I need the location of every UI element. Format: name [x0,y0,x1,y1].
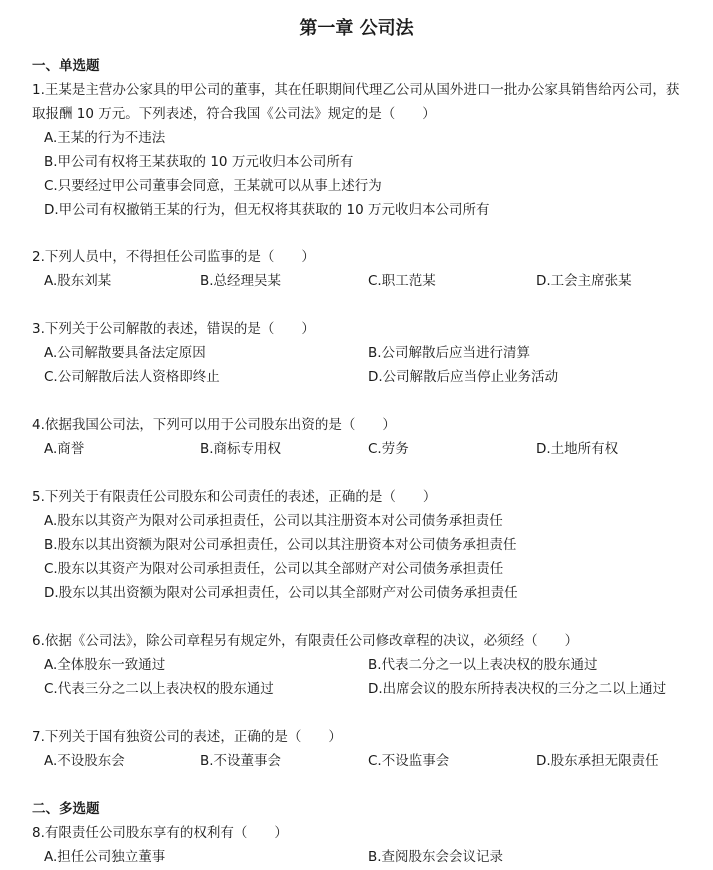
option-b: B.查阅股东会会议记录 [368,849,504,865]
option-d: D.甲公司有权撤销王某的行为，但无权将其获取的 10 万元收归本公司所有 [44,202,490,218]
option-b: B.代表二分之一以上表决权的股东通过 [368,657,598,673]
chapter-title: 第一章 公司法 [299,18,414,39]
options-list [32,749,692,773]
question-stem: 3.下列关于公司解散的表述，错误的是（ ） [32,321,315,337]
option-a: A.商誉 [44,441,85,457]
question-stem: 4.依据我国公司法，下列可以用于公司股东出资的是（ ） [32,417,396,433]
question-stem: 5.下列关于有限责任公司股东和公司责任的表述，正确的是（ ） [32,489,437,505]
option-a: A.全体股东一致通过 [44,657,166,673]
options-list [32,509,692,605]
question-stem: 1.王某是主营办公家具的甲公司的董事，其在任职期间代理乙公司从国外进口一批办公家具销售给丙公司，获取报酬 10 万元。下列表述，符合我国《公司法》规定的是（ ） [32,82,680,122]
option-c: C.不设监事会 [368,753,450,769]
section-heading-single-choice: 一、单选题 [32,58,100,74]
options-list [32,437,692,461]
option-c: C.劳务 [368,441,409,457]
section-heading-multiple-choice: 二、多选题 [32,801,100,817]
options-list [32,653,692,701]
options-list [32,341,692,389]
option-c: C.只要经过甲公司董事会同意，王某就可以从事上述行为 [44,178,382,194]
option-a: A.不设股东会 [44,753,125,769]
option-a: A.公司解散要具备法定原因 [44,345,206,361]
option-b: B.商标专用权 [200,441,282,457]
option-a: A.股东刘某 [44,273,112,289]
option-c: C.职工范某 [368,273,436,289]
question-4 [32,413,692,461]
question-3 [32,317,692,389]
option-a: A.王某的行为不违法 [44,130,166,146]
option-d: D.股东承担无限责任 [536,753,659,769]
option-b: B.股东以其出资额为限对公司承担责任，公司以其注册资本对公司债务承担责任 [44,537,517,553]
option-a: A.股东以其资产为限对公司承担责任，公司以其注册资本对公司债务承担责任 [44,513,503,529]
option-d: D.出席会议的股东所持表决权的三分之二以上通过 [368,681,667,697]
option-b: B.公司解散后应当进行清算 [368,345,531,361]
question-6 [32,629,692,701]
option-d: D.土地所有权 [536,441,619,457]
question-stem: 8.有限责任公司股东享有的权利有（ ） [32,825,288,841]
option-b: B.不设董事会 [200,753,282,769]
question-8 [32,821,692,869]
option-c: C.公司解散后法人资格即终止 [44,369,220,385]
question-1 [32,78,692,222]
option-a: A.担任公司独立董事 [44,849,166,865]
option-d: D.工会主席张某 [536,273,632,289]
options-list [32,269,692,293]
question-5 [32,485,692,605]
question-stem: 2.下列人员中，不得担任公司监事的是（ ） [32,249,315,265]
option-d: D.股东以其出资额为限对公司承担责任，公司以其全部财产对公司债务承担责任 [44,585,518,601]
option-b: B.甲公司有权将王某获取的 10 万元收归本公司所有 [44,154,354,170]
option-c: C.代表三分之二以上表决权的股东通过 [44,681,274,697]
option-b: B.总经理吴某 [200,273,282,289]
options-list [32,126,692,222]
question-7 [32,725,692,773]
question-stem: 6.依据《公司法》，除公司章程另有规定外，有限责任公司修改章程的决议，必须经（ ） [32,633,579,649]
options-list [32,845,692,869]
question-2 [32,245,692,293]
option-c: C.股东以其资产为限对公司承担责任，公司以其全部财产对公司债务承担责任 [44,561,504,577]
option-d: D.公司解散后应当停止业务活动 [368,369,559,385]
question-stem: 7.下列关于国有独资公司的表述，正确的是（ ） [32,729,342,745]
